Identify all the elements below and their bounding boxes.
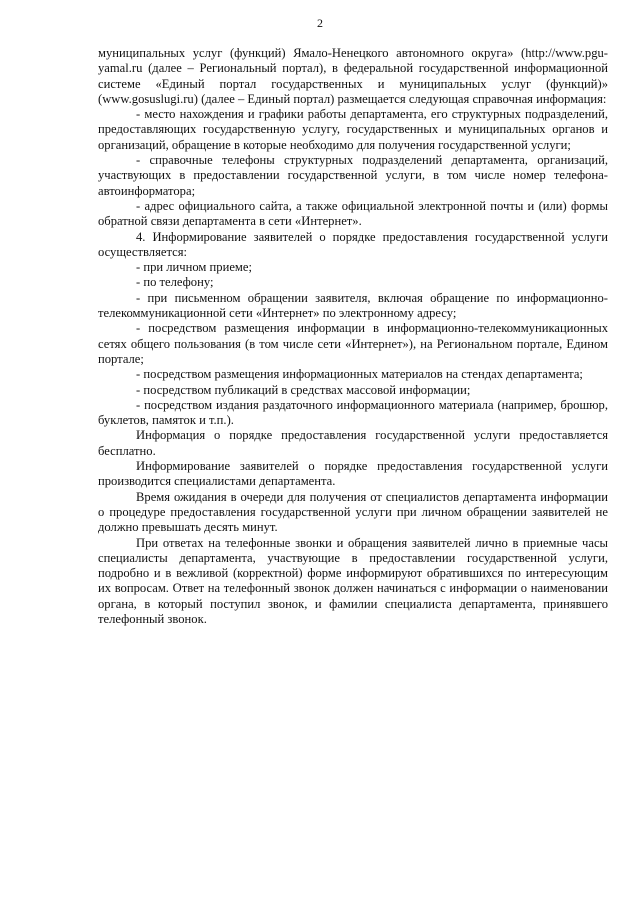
paragraph: - при письменном обращении заявителя, включая обращение по информационно-телекоммуникационной сети «Интернет» по электронному адресу; [98,290,608,321]
paragraph: Информирование заявителей о порядке предоставления государственной услуги производится специалистами департамента. [98,459,608,489]
paragraph: При ответах на телефонные звонки и обращения заявителей лично в приемные часы специалисты департамента, участвующие в предоставлении государственной услуги, подробно и в вежливой (корректной) форме информируют обратившихся по интересующим их вопросам. Ответ на телефонный звонок должен начинаться с информации о наименовании органа, в который поступил звонок, и фамилии специалиста департамента, принявшего телефонный звонок. [98,535,608,626]
paragraph: муниципальных услуг (функций) Ямало-Ненецкого автономного округа» (http://www.pgu-yamal.ru (далее – Региональный портал), в федеральной государственной информационной системе «Единый портал государственных и муниципальных услуг (функций)» (www.gosuslugi.ru) (далее – Единый портал) размещается следующая справочная информация: [98,46,608,106]
paragraph: - место нахождения и графики работы департамента, его структурных подразделений, предоставляющих государственную услугу, государственных и муниципальных органов и организаций, обращение в которые необходимо для получения государственной услуги; [98,107,608,152]
paragraph: - посредством издания раздаточного информационного материала (например, брошюр, буклетов, памяток и т.п.). [98,397,608,428]
paragraph: - по телефону; [136,275,214,290]
paragraph: - посредством публикаций в средствах массовой информации; [136,382,471,397]
paragraph: Время ожидания в очереди для получения от специалистов департамента информации о процедуре предоставления государственной услуги при личном обращении заявителей не должно превышать десять минут. [98,489,608,535]
paragraph: 4. Информирование заявителей о порядке предоставления государственной услуги осуществляется: [98,229,608,259]
paragraph: Информация о порядке предоставления государственной услуги предоставляется бесплатно. [98,428,608,458]
paragraph: - посредством размещения информационных материалов на стендах департамента; [136,367,583,382]
paragraph: - посредством размещения информации в информационно-телекоммуникационных сетях общего пользования (в том числе сети «Интернет»), на Региональном портале, Едином портале; [98,321,608,366]
paragraph: - справочные телефоны структурных подразделений департамента, организаций, участвующих в предоставлении государственной услуги, в том числе номер телефона-автоинформатора; [98,153,608,198]
page-number: 2 [317,16,323,30]
paragraph: - адрес официального сайта, а также официальной электронной почты и (или) формы обратной связи департамента в сети «Интернет». [98,198,608,229]
document-body [98,46,608,627]
paragraph: - при личном приеме; [136,260,252,275]
